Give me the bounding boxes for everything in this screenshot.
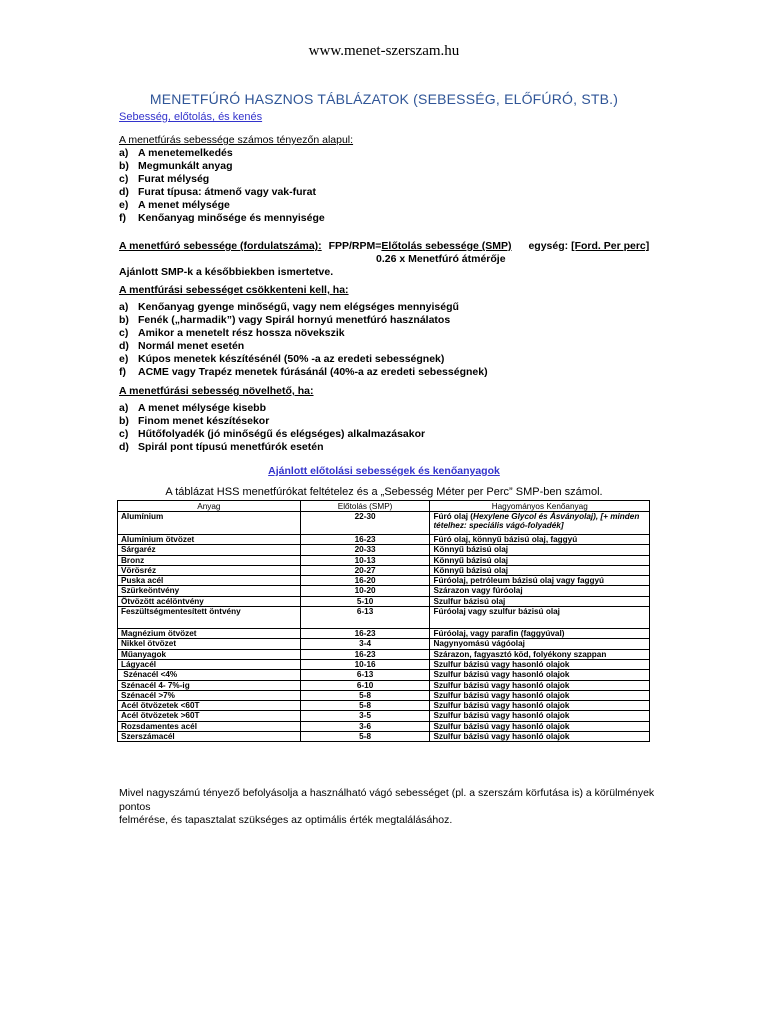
smp-cell: 6-13 [300, 670, 430, 680]
smp-cell: 10-13 [300, 555, 430, 565]
table-row [118, 721, 650, 731]
formula-denominator: 0.26 x Menetfúró átmérője [376, 253, 506, 265]
lubricant-cell: Könnyű bázisú olaj [430, 565, 650, 575]
table-row [118, 659, 650, 669]
smp-cell: 16-23 [300, 629, 430, 639]
lubricant-cell: Szulfur bázisú vagy hasonló olajok [430, 701, 650, 711]
lubricant-cell: Szulfur bázisú vagy hasonló olajok [430, 680, 650, 690]
smp-cell: 3-5 [300, 711, 430, 721]
smp-cell: 16-23 [300, 649, 430, 659]
formula-unit: [Ford. Per perc] [571, 240, 650, 252]
list-item: b) Fenék („harmadik”) vagy Spirál hornyú menetfúró használatos [119, 314, 451, 326]
material-cell: Magnézium ötvözet [118, 629, 301, 639]
table-row [118, 576, 650, 586]
table-row [118, 711, 650, 721]
list-item: b) Megmunkált anyag [119, 160, 233, 172]
material-cell: Feszültségmentesített öntvény [118, 607, 301, 629]
smp-cell: 16-23 [300, 535, 430, 545]
formula-unit-label: egység: [528, 240, 569, 252]
lubricant-cell: Fúró olaj, könnyű bázisú olaj, faggyú [430, 535, 650, 545]
list-item: e) A menet mélysége [119, 199, 230, 211]
list-item: a) A menet mélysége kisebb [119, 402, 266, 414]
lubricant-cell: Könnyű bázisú olaj [430, 545, 650, 555]
smp-cell: 3-6 [300, 721, 430, 731]
increase-list [119, 402, 425, 454]
lubricant-cell: Szárazon vagy fúróolaj [430, 586, 650, 596]
list-item: e) Kúpos menetek készítésénél (50% -a az eredeti sebességnek) [119, 353, 445, 365]
material-cell: Vörösréz [118, 565, 301, 575]
table-header-row [118, 501, 650, 512]
speed-lubricant-table [117, 500, 650, 742]
list-item: b) Finom menet készítésekor [119, 415, 270, 427]
table-heading[interactable]: Ajánlott előtolási sebességek és kenőanyagok [268, 465, 500, 477]
list-item: f) ACME vagy Trapéz menetek fúrásánál (40%-a az eredeti sebességnek) [119, 366, 488, 378]
list-item: c) Furat mélység [119, 173, 210, 185]
footer-note [119, 787, 659, 828]
smp-cell: 5-10 [300, 596, 430, 606]
list-item: c) Hűtőfolyadék (jó minőségű és elégséges) alkalmazásakor [119, 428, 426, 440]
table-row [118, 629, 650, 639]
table-row [118, 732, 650, 742]
smp-cell: 20-27 [300, 565, 430, 575]
list-item: d) Furat típusa: átmenő vagy vak-furat [119, 186, 316, 198]
table-row [118, 639, 650, 649]
lubricant-cell: Fúróolaj, vagy parafin (faggyúval) [430, 629, 650, 639]
formula-lhs: FPP/RPM= [328, 240, 382, 252]
material-cell: Acél ötvözetek >60T [118, 711, 301, 721]
increase-heading: A menetfúrási sebesség növelhető, ha: [119, 385, 314, 397]
material-cell: Nikkel ötvözet [118, 639, 301, 649]
lubricant-cell: Szulfur bázisú vagy hasonló olajok [430, 659, 650, 669]
table-row [118, 545, 650, 555]
material-cell: Szénacél >7% [118, 690, 301, 700]
reduce-heading: A mentfúrási sebességet csökkenteni kell, ha: [119, 284, 349, 296]
table-row [118, 596, 650, 606]
list-item: f) Kenőanyag minősége és mennyisége [119, 212, 325, 224]
material-cell: Sárgaréz [118, 545, 301, 555]
material-cell: Szürkeöntvény [118, 586, 301, 596]
smp-cell: 10-16 [300, 659, 430, 669]
smp-cell: 3-4 [300, 639, 430, 649]
lubricant-cell: Szulfur bázisú olaj [430, 596, 650, 606]
reduce-list [119, 301, 488, 379]
lubricant-cell: Nagynyomású vágóolaj [430, 639, 650, 649]
table-row [118, 649, 650, 659]
footer-line: felmérése, és tapasztalat szükséges az optimális érték megtalálásához. [119, 814, 453, 826]
material-cell: Bronz [118, 555, 301, 565]
lubricant-cell: Szulfur bázisú vagy hasonló olajok [430, 721, 650, 731]
material-cell: Szénacél 4- 7%-ig [118, 680, 301, 690]
section-heading-speed[interactable]: Sebesség, előtolás, és kenés [119, 111, 263, 123]
table-row [118, 555, 650, 565]
footer-line: Mivel nagyszámú tényező befolyásolja a használható vágó sebességet (pl. a szerszám körfutása is) a körülmények pontos [119, 787, 655, 813]
material-cell: Acél ötvözetek <60T [118, 701, 301, 711]
table-row [118, 512, 650, 535]
lubricant-cell: Fúróolaj, petróleum bázisú olaj vagy faggyú [430, 576, 650, 586]
factors-list [119, 147, 325, 225]
formula-numerator: Előtolás sebessége (SMP) [381, 240, 512, 252]
table-row [118, 535, 650, 545]
smp-cell: 6-13 [300, 607, 430, 629]
lubricant-cell: Szulfur bázisú vagy hasonló olajok [430, 732, 650, 742]
table-row [118, 680, 650, 690]
list-item: c) Amikor a menetelt rész hossza növekszik [119, 327, 345, 339]
table-row [118, 586, 650, 596]
smp-cell: 10-20 [300, 586, 430, 596]
table-row [118, 607, 650, 629]
column-header: Hagyományos Kenőanyag [430, 501, 650, 512]
page-title: MENETFÚRÓ HASZNOS TÁBLÁZATOK (SEBESSÉG, ELŐFÚRÓ, STB.) [149, 91, 619, 107]
formula-label: A menetfúró sebessége (fordulatszáma): [119, 240, 322, 252]
lubricant-cell: Fúró olaj (Hexylene Glycol és Ásványolaj), [+ minden tételhez: speciális vágó-folyadék] [430, 512, 650, 535]
smp-cell: 6-10 [300, 680, 430, 690]
table-row [118, 690, 650, 700]
smp-cell: 16-20 [300, 576, 430, 586]
lubricant-cell: Fúróolaj vagy szulfur bázisú olaj [430, 607, 650, 629]
lubricant-cell: Könnyű bázisú olaj [430, 555, 650, 565]
material-cell: Ötvözött acélöntvény [118, 596, 301, 606]
formula-row [119, 240, 649, 253]
factors-intro: A menetfúrás sebessége számos tényezőn alapul: [119, 134, 354, 146]
list-item: a) Kenőanyag gyenge minőségű, vagy nem elégséges mennyiségű [119, 301, 459, 313]
smp-cell: 20-33 [300, 545, 430, 555]
material-cell: Puska acél [118, 576, 301, 586]
smp-cell: 5-8 [300, 701, 430, 711]
table-row [118, 565, 650, 575]
material-cell: Szerszámacél [118, 732, 301, 742]
smp-cell: 22-30 [300, 512, 430, 535]
material-cell: Rozsdamentes acél [118, 721, 301, 731]
lubricant-cell: Szulfur bázisú vagy hasonló olajok [430, 690, 650, 700]
list-item: a) A menetemelkedés [119, 147, 233, 159]
material-cell: Alumínium ötvözet [118, 535, 301, 545]
lubricant-cell: Szulfur bázisú vagy hasonló olajok [430, 670, 650, 680]
material-cell: Szénacél <4% [118, 670, 301, 680]
list-item: d) Normál menet esetén [119, 340, 245, 352]
site-url: www.menet-szerszam.hu [308, 43, 460, 59]
smp-cell: 5-8 [300, 690, 430, 700]
list-item: d) Spirál pont típusú menetfúrók esetén [119, 441, 324, 453]
material-cell: Alumínium [118, 512, 301, 535]
column-header: Anyag [118, 501, 301, 512]
table-row [118, 701, 650, 711]
lubricant-cell: Szárazon, fagyasztó köd, folyékony szappan [430, 649, 650, 659]
table-row [118, 670, 650, 680]
smp-cell: 5-8 [300, 732, 430, 742]
table-intro: A táblázat HSS menetfúrókat feltételez és a „Sebesség Méter per Perc” SMP-ben számol. [165, 486, 603, 498]
lubricant-cell: Szulfur bázisú vagy hasonló olajok [430, 711, 650, 721]
material-cell: Műanyagok [118, 649, 301, 659]
material-cell: Lágyacél [118, 659, 301, 669]
column-header: Előtolás (SMP) [300, 501, 430, 512]
smp-note: Ajánlott SMP-k a későbbiekben ismertetve. [119, 266, 334, 278]
